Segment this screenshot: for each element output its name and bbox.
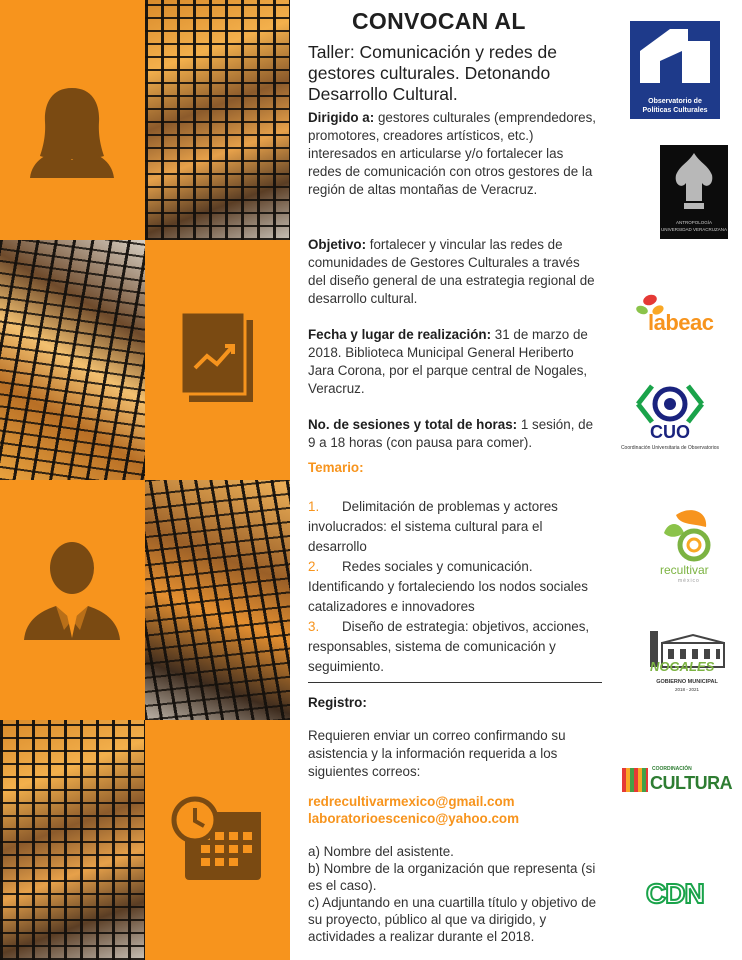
logo-text: UNIVERSIDAD VERACRUZANA <box>660 227 727 232</box>
dirigido-section <box>308 109 598 199</box>
section-label: Objetivo: <box>308 237 367 252</box>
nogales-logo <box>644 625 730 695</box>
logo-text: NOGALES <box>650 659 715 674</box>
workshop-title: Taller: Comunicación y redes de gestores culturales. Detonando Desarrollo Cultural. <box>308 42 558 104</box>
woman-icon <box>0 0 145 240</box>
section-text: fortalecer y vincular las redes de comunidades de Gestores Culturales a través del diseño general de una estrategia regional de desarrollo cultural. <box>308 237 595 306</box>
logo-text: COORDINACIÓN <box>652 766 692 772</box>
section-label: Dirigido a: <box>308 110 375 125</box>
recultivar-logo <box>650 503 730 595</box>
item-number: 1. <box>308 499 320 514</box>
logo-text: labeac <box>648 310 714 335</box>
logo-text: CUO <box>650 422 690 442</box>
logo-text: GOBIERNO MUNICIPAL <box>656 679 718 685</box>
list-item <box>308 557 602 617</box>
cuo-logo <box>610 382 730 454</box>
section-label: Fecha y lugar de realización: <box>308 327 492 342</box>
list-item <box>308 497 602 557</box>
building-photo <box>145 0 290 240</box>
item-text: Delimitación de problemas y actores involucrados: el sistema cultural para el desarrollo <box>308 499 558 554</box>
building-photo <box>0 720 145 960</box>
antropologia-logo <box>660 145 728 239</box>
logo-text: méxico <box>678 578 700 584</box>
registro-heading: Registro: <box>308 695 367 710</box>
temario-heading: Temario: <box>308 460 364 475</box>
section-text: gestores culturales (emprendedores, promotores, creadores artísticos, etc.) interesados en articularse y/o fortalecer las redes de comunicación con otros gestores de la región de altas montañas de Veracruz. <box>308 110 597 197</box>
page-title: CONVOCAN AL <box>352 8 526 34</box>
logo-text: Coordinación Universitaria de Observatorios <box>620 445 720 451</box>
list-item: a) Nombre del asistente. <box>308 844 454 859</box>
email-link[interactable]: redrecultivarmexico@gmail.com <box>308 794 515 809</box>
man-tile <box>0 480 145 720</box>
logo-text: 2018 - 2021 <box>674 687 700 692</box>
divider <box>308 682 602 683</box>
calendar-clock-icon <box>145 720 290 960</box>
businessman-icon <box>0 480 145 720</box>
email-list <box>308 793 519 827</box>
spiral-leaf-icon <box>650 503 730 563</box>
fecha-section <box>308 326 598 398</box>
registro-text: Requieren enviar un correo confirmando su asistencia y la información requerida a los siguientes correos: <box>308 728 566 779</box>
logo-text: ANTROPOLOGÍA <box>675 220 712 225</box>
observatorio-logo <box>630 21 720 119</box>
item-number: 3. <box>308 619 320 634</box>
logo-text: CULTURA <box>650 773 733 793</box>
woman-tile <box>0 0 145 240</box>
emblem-icon <box>660 145 728 217</box>
item-text: Diseño de estrategia: objetivos, acciones, responsables, sistema de comunicación y seguimiento. <box>308 619 590 674</box>
logo-text: Políticas Culturales <box>642 107 708 114</box>
objetivo-section <box>308 236 598 308</box>
cdn-logo <box>646 878 726 912</box>
section-label: No. de sesiones y total de horas: <box>308 417 518 432</box>
house-icon <box>630 21 720 91</box>
list-item <box>308 617 602 677</box>
cultura-logo <box>622 766 733 794</box>
logo-text: recultivar <box>660 563 709 577</box>
stripes-icon <box>622 768 648 792</box>
list-item: c) Adjuntando en una cuartilla título y objetivo de su proyecto, público al que va dirigido, y actividades a realizar durante el 2018. <box>308 895 597 944</box>
logo-text: Observatorio de <box>648 98 702 105</box>
eye-icon <box>610 382 730 426</box>
sesiones-section <box>308 416 598 452</box>
building-photo <box>145 480 290 720</box>
decorative-column <box>0 0 290 960</box>
list-item: b) Nombre de la organización que representa (si es el caso). <box>308 861 596 893</box>
chart-document-icon <box>145 240 290 480</box>
temario-list <box>308 497 602 677</box>
requirements-list <box>308 843 606 945</box>
item-text: Redes sociales y comunicación. Identificando y fortaleciendo los nodos sociales catalizadores e innovadores <box>308 559 588 614</box>
labeac-logo <box>636 292 731 340</box>
building-photo <box>0 240 145 480</box>
section-text: 1 sesión, de 9 a 18 horas (con pausa para comer). <box>308 417 594 450</box>
section-text: 31 de marzo de 2018. Biblioteca Municipal General Heriberto Jara Corona, por el parque central de Nogales, Veracruz. <box>308 327 588 396</box>
logo-text: CDN <box>646 878 704 909</box>
item-number: 2. <box>308 559 320 574</box>
chart-tile <box>145 240 290 480</box>
email-link[interactable]: laboratorioescenico@yahoo.com <box>308 811 519 826</box>
calendar-tile <box>145 720 290 960</box>
